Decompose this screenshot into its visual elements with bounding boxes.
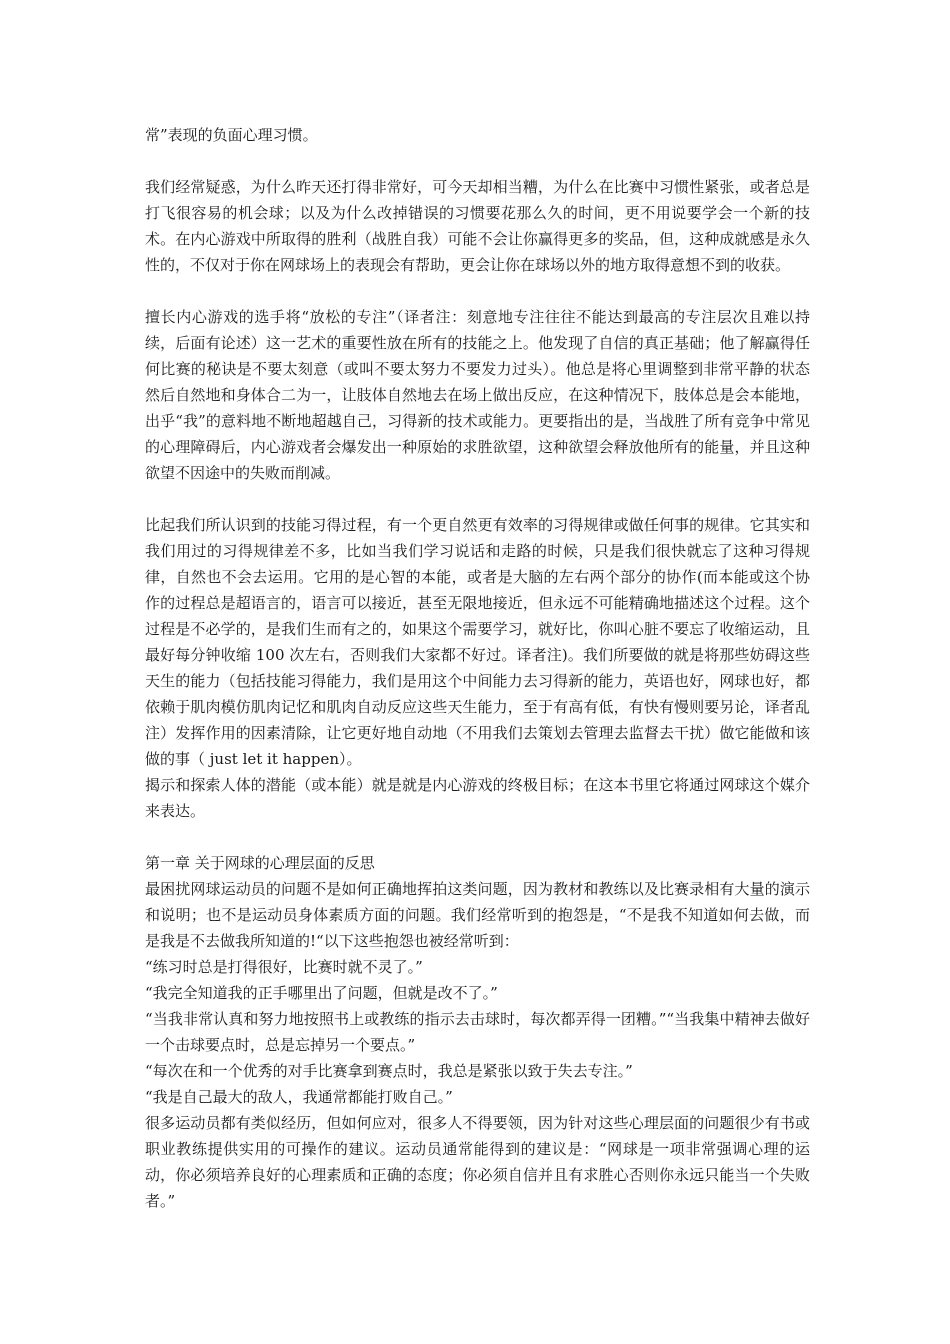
paragraph: 很多运动员都有类似经历，但如何应对，很多人不得要领，因为针对这些心理层面的问题很少有书或职业教练提供实用的可操作的建议。运动员通常能得到的建议是：“网球是一项非常强调心理的运动，你必须培养良好的心理素质和正确的态度；你必须自信并且有求胜心否则你永远只能当一个失败者。” bbox=[145, 1114, 810, 1210]
paragraph-gap bbox=[145, 148, 810, 174]
paragraph: 比起我们所认识到的技能习得过程，有一个更自然更有效率的习得规律或做任何事的规律。它其实和我们用过的习得规律差不多，比如当我们学习说话和走路的时候，只是我们很快就忘了这种习得规律，自然也不会去运用。它用的是心智的本能，或者是大脑的左右两个部分的协作(而本能或这个协作的过程总是超语言的，语言可以接近，甚至无限地接近，但永远不可能精确地描述这个过程。这个过程是不必学的，是我们生而有之的，如果这个需要学习，就好比，你叫心脏不要忘了收缩运动，且最好每分钟收缩 100 次左右，否则我们大家都不好过。译者注)。我们所要做的就是将那些妨碍这些天生的能力（包括技能习得能力，我们是用这个中间能力去习得新的能力，英语也好，网球也好，都依赖于肌肉模仿肌肉记忆和肌肉自动反应这些天生能力，至于有高有低，有快有慢则要另论，译者乱注）发挥作用的因素清除，让它更好地自动地（不用我们去策划去管理去监督去干扰）做它能做和该做的事（ just let it happen）。 bbox=[145, 516, 810, 768]
quote-line: “当我非常认真和努力地按照书上或教练的指示去击球时，每次都弄得一团糟。”“当我集中精神去做好一个击球要点时，总是忘掉另一个要点。” bbox=[145, 1010, 810, 1054]
quote-line: “每次在和一个优秀的对手比赛拿到赛点时，我总是紧张以致于失去专注。” bbox=[145, 1062, 633, 1080]
paragraph: 最困扰网球运动员的问题不是如何正确地挥拍这类问题，因为教材和教练以及比赛录相有大量的演示和说明；也不是运动员身体素质方面的问题。我们经常听到的抱怨是，“不是我不知道如何去做，而是我是不去做我所知道的!“以下这些抱怨也被经常听到： bbox=[145, 880, 810, 950]
document-page bbox=[145, 122, 810, 1214]
paragraph-gap bbox=[145, 824, 810, 850]
quote-line: “我完全知道我的正手哪里出了问题，但就是改不了。” bbox=[145, 984, 498, 1002]
paragraph: 我们经常疑惑，为什么昨天还打得非常好，可今天却相当糟，为什么在比赛中习惯性紧张，或者总是打飞很容易的机会球；以及为什么改掉错误的习惯要花那么久的时间，更不用说要学会一个新的技术。在内心游戏中所取得的胜利（战胜自我）可能不会让你赢得更多的奖品，但，这种成就感是永久性的，不仅对于你在网球场上的表现会有帮助，更会让你在球场以外的地方取得意想不到的收获。 bbox=[145, 178, 810, 274]
paragraph-gap bbox=[145, 278, 810, 304]
paragraph-gap bbox=[145, 486, 810, 512]
paragraph: 擅长内心游戏的选手将“放松的专注”（译者注：刻意地专注往往不能达到最高的专注层次且难以持续，后面有论述）这一艺术的重要性放在所有的技能之上。他发现了自信的真正基础；他了解赢得任何比赛的秘诀是不要太刻意（或叫不要太努力不要发力过头）。他总是将心里调整到非常平静的状态然后自然地和身体合二为一，让肢体自然地去在场上做出反应，在这种情况下，肢体总是会本能地，出乎“我”的意料地不断地超越自己，习得新的技术或能力。更要指出的是，当战胜了所有竞争中常见的心理障碍后，内心游戏者会爆发出一种原始的求胜欲望，这种欲望会释放他所有的能量，并且这种欲望不因途中的失败而削减。 bbox=[145, 308, 810, 482]
paragraph: 揭示和探索人体的潜能（或本能）就是就是内心游戏的终极目标；在这本书里它将通过网球这个媒介来表达。 bbox=[145, 776, 810, 820]
quote-line: “练习时总是打得很好，比赛时就不灵了。” bbox=[145, 958, 423, 976]
chapter-title: 第一章 关于网球的心理层面的反思 bbox=[145, 854, 375, 872]
paragraph: 常”表现的负面心理习惯。 bbox=[145, 126, 318, 144]
quote-line: “我是自己最大的敌人，我通常都能打败自己。” bbox=[145, 1088, 453, 1106]
